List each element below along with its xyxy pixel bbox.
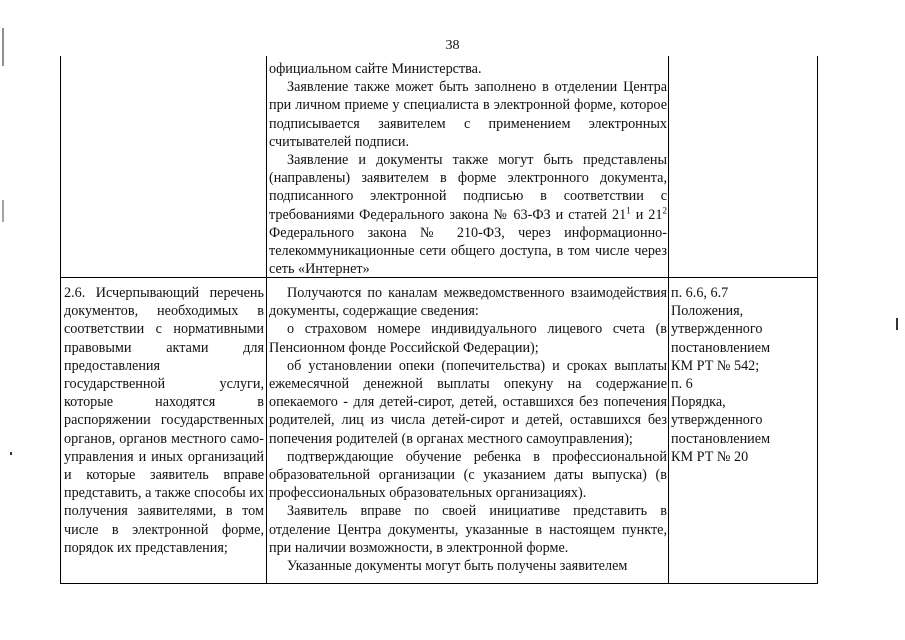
paragraph: об установлении опеки (попечительства) и сроках выплаты ежемесячной денежной выплаты опекуну на содержание опекаемого - для детей-сирот, детей, оставшихся без попечения родителей, лиц из числа детей-сирот и детей, оставшихся без попечения родителей (в органах местного самоуправления); <box>269 357 667 447</box>
paragraph: Указанные документы могут быть получены заявителем <box>287 558 628 575</box>
paragraph: подтверждающие обучение ребенка в профессиональной образовательной организации (с указанием даты выпуска) (в профессиональных образовательных организациях). <box>269 448 667 502</box>
column-divider <box>266 56 267 583</box>
row1-content-cell <box>269 60 667 278</box>
reference-line: утвержденного <box>671 321 763 338</box>
paragraph: Получаются по каналам межведомственного взаимодействия документы, содержащие сведения: <box>269 285 667 320</box>
paragraph: официальном сайте Министерства. <box>269 61 482 77</box>
reference-line: Положения, <box>671 303 744 320</box>
requirement-title-cell <box>64 284 264 557</box>
requirement-title: 2.6. Исчерпывающий перечень документов, необходимых в соответствии с нормативными правовыми актами для предоставления государственной услуги, которые находятся в распоряжении государственных органов, органов местного само-управления и иных организаций и которые заявитель вправе представить, а также способы их получения заявителями, в том числе в электронной форме, порядок их представления; <box>64 285 264 556</box>
reference-line: Порядка, <box>671 394 726 411</box>
reference-line: постановлением <box>671 430 771 447</box>
page-number: 38 <box>445 38 460 53</box>
reference-line: п. 6.6, 6.7 <box>671 285 729 301</box>
paragraph: Заявитель вправе по своей инициативе представить в отделение Центра документы, указанные в настоящем пункте, при наличии возможности, в электронной форме. <box>269 503 667 556</box>
legal-reference-cell <box>671 284 817 466</box>
scan-margin-mark <box>896 318 898 330</box>
reference-line: постановлением <box>671 339 771 356</box>
reference-line: п. 6 <box>671 376 693 393</box>
column-divider <box>668 56 669 583</box>
reference-line: КМ РТ № 20 <box>671 448 749 465</box>
regulation-table <box>60 56 818 584</box>
reference-line: КМ РТ № 542; <box>671 357 760 374</box>
scan-margin-mark <box>2 200 4 222</box>
paragraph: Заявление и документы также могут быть представлены (направлены) заявителем в форме электронного документа, подписанного электронной подписью в соответствии с требованиями Федерального закона № 63-ФЗ и статей $21^1$ и $21^2$ Федерального закона № 210-ФЗ, через информационно-телекоммуникационные сети общего доступа, в том числе через сеть «Интернет» <box>269 152 667 278</box>
row2-content-cell <box>269 284 667 575</box>
scan-margin-mark <box>10 452 12 455</box>
reference-line: утвержденного <box>671 412 763 429</box>
paragraph: о страховом номере индивидуального лицевого счета (в Пенсионном фонде Российской Федерации); <box>269 321 667 356</box>
paragraph: Заявление также может быть заполнено в отделении Центра при личном приеме у специалиста в электронной форме, которое подписывается заявителем с применением электронных считывателей подписи. <box>269 79 667 150</box>
